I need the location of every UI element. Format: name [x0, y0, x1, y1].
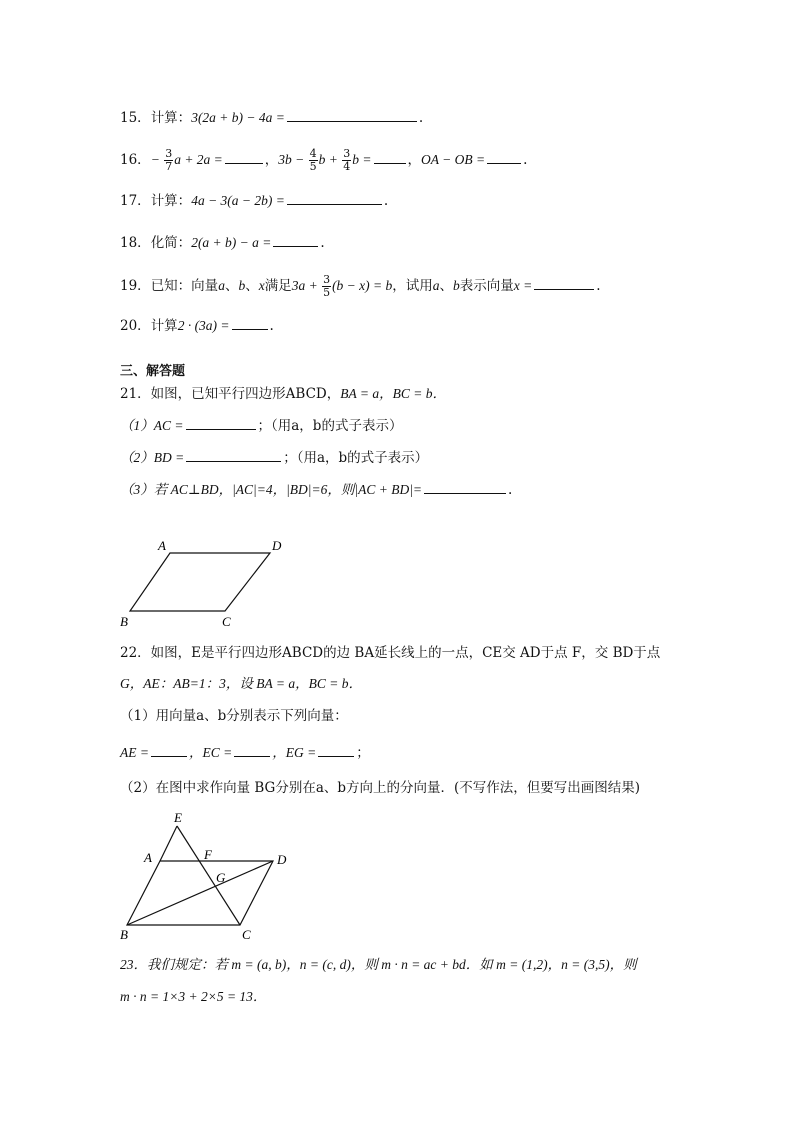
question-20: 20．计算2 · (3a) = . — [120, 315, 274, 336]
question-21-part-1: （1）AC = ；（用a，b的式子表示） — [120, 415, 402, 436]
q20-answer-blank[interactable] — [232, 315, 268, 330]
label-c: C — [242, 927, 251, 942]
question-16: 16．− $\frac{3}{7}$ a + 2a = ，3b − $\frac{4}{5}$ b + $\frac{3}{4}$ b = ，OA − OB = . — [120, 147, 528, 173]
q20-expression: 2 · (3a) = — [177, 318, 230, 333]
q21-answer-blank-2[interactable] — [186, 447, 281, 462]
q15-answer-blank[interactable] — [287, 107, 417, 122]
q16-answer-blank-2[interactable] — [374, 149, 406, 164]
q19-answer-blank[interactable] — [534, 275, 594, 290]
question-18: 18．化简：2(a + b) − a = . — [120, 232, 325, 253]
q22-answer-blank-1[interactable] — [151, 742, 187, 757]
q17-answer-blank[interactable] — [287, 190, 382, 205]
q16-answer-blank-3[interactable] — [487, 149, 521, 164]
label-g: G — [216, 870, 226, 885]
q15-expression: 3(2a + b) − 4a = — [191, 110, 285, 125]
q17-expression: 4a − 3(a − 2b) = — [191, 193, 285, 208]
question-22-line-1: 22．如图，E是平行四边形ABCD的边 BA延长线上的一点，CE交 AD于点 F，交 BD于点 — [120, 645, 661, 661]
q21-answer-blank-1[interactable] — [186, 415, 256, 430]
q16-answer-blank-1[interactable] — [225, 149, 263, 164]
question-19: 19．已知：向量a、b、x满足3a + $\frac{3}{5}$ (b − x) = b，试用a、b表示向量x = . — [120, 273, 601, 299]
question-21-intro: 21．如图，已知平行四边形ABCD，BA = a，BC = b． — [120, 386, 446, 402]
label-d: D — [272, 538, 282, 553]
question-17: 17．计算：4a − 3(a − 2b) = . — [120, 190, 388, 211]
label-c: C — [222, 614, 231, 629]
question-22-vectors: AE = ，EC = ，EG = ； — [120, 742, 370, 763]
q18-answer-blank[interactable] — [273, 232, 318, 247]
question-23-line-2: m · n = 1×3 + 2×5 = 13． — [120, 989, 267, 1004]
question-22-part-2: （2）在图中求作向量 BG分别在a、b方向上的分向量．(不写作法，但要写出画图结果) — [120, 780, 641, 796]
question-21-part-2: （2）BD = ；（用a，b的式子表示） — [120, 447, 428, 468]
parallelogram-figure-22 — [110, 808, 310, 943]
label-d: D — [277, 852, 287, 867]
label-b: B — [120, 614, 128, 629]
label-a: A — [144, 850, 152, 865]
label-a: A — [158, 538, 166, 553]
label-f: F — [204, 847, 212, 862]
fraction-3-5: $\frac{3}{5}$ — [323, 273, 331, 299]
q22-answer-blank-2[interactable] — [234, 742, 270, 757]
question-15: 15．计算：3(2a + b) − 4a = . — [120, 107, 423, 128]
question-22-part-1: （1）用向量a、b分别表示下列向量： — [120, 708, 348, 724]
label-e: E — [174, 810, 182, 825]
q22-answer-blank-3[interactable] — [318, 742, 354, 757]
section-heading: 三、解答题 — [120, 364, 186, 379]
label-b: B — [120, 927, 128, 942]
q18-expression: 2(a + b) − a = — [191, 235, 272, 250]
fraction-4-5: $\frac{4}{5}$ — [309, 147, 317, 173]
fraction-3-7: $\frac{3}{7}$ — [165, 147, 173, 173]
question-21-part-3: （3）若 AC⊥BD，|AC|=4，|BD|=6，则|AC + BD|= . — [120, 479, 512, 500]
q21-answer-blank-3[interactable] — [424, 479, 506, 494]
parallelogram-figure-21 — [110, 536, 310, 636]
question-22-line-2: G，AE：AB=1：3，设 BA = a，BC = b． — [120, 676, 362, 691]
question-23-line-1: 23．我们规定：若 m = (a, b)，n = (c, d)，则 m · n = ac + bd．如 m = (1,2)，n = (3,5)，则 — [120, 957, 637, 972]
fraction-3-4: $\frac{3}{4}$ — [343, 147, 351, 173]
